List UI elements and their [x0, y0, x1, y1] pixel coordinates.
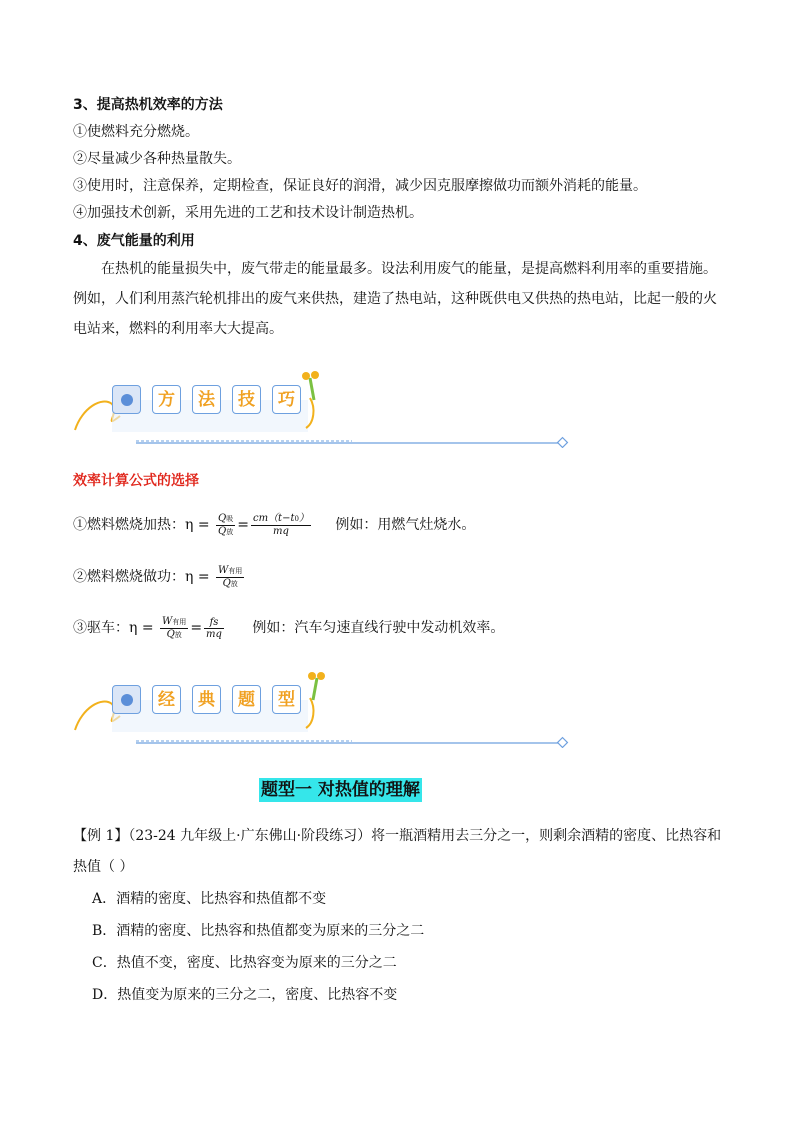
option-d: D．热值变为原来的三分之二，密度、比热容不变: [92, 987, 398, 1003]
example1-line1: 【例 1】（23-24 九年级上·广东佛山·阶段练习）将一瓶酒精用去三分之一，则剩余酒精的密度、比热容和: [73, 828, 722, 844]
formula-1-example: 例如：用燃气灶烧水。: [335, 517, 476, 533]
option-a: A．酒精的密度、比热容和热值都不变: [92, 891, 327, 907]
banner1-char-2: 法: [192, 385, 221, 414]
banner-decoration-icon: [72, 368, 572, 448]
banner2-char-4: 型: [272, 685, 301, 714]
banner2-char-2: 典: [192, 685, 221, 714]
banner-decoration-icon: [72, 668, 572, 748]
formula-3-fraction-b: $\frac{fs}{mq}$: [206, 616, 222, 640]
section3-item-3: ③使用时，注意保养，定期检查，保证良好的润滑，减少因克服摩擦做功而额外消耗的能量。: [73, 178, 647, 194]
formula-1-fraction-a: $\frac{\text{Q吸}}{\text{Q放}}$: [218, 512, 234, 537]
option-c: C．热值不变，密度、比热容变为原来的三分之二: [92, 955, 397, 971]
formula-1: ①燃料燃烧加热：η = $\frac{\text{Q吸}}{\text{Q放}}$ = $\frac{cm(t-t0)}{mq}$ 例如：用燃气灶烧水。: [73, 512, 476, 537]
example1-line2: 热值（ ）: [73, 859, 134, 875]
classic-banner: [72, 668, 572, 748]
type1-title: 题型一 对热值的理解: [261, 780, 420, 800]
method-banner: [72, 368, 572, 448]
banner2-char-3: 题: [232, 685, 261, 714]
banner1-char-3: 技: [232, 385, 261, 414]
section3-title: 3、提高热机效率的方法: [73, 97, 223, 113]
formula-3-label: ③驱车：η =: [73, 620, 154, 636]
formula-2: [73, 560, 246, 594]
formula-2-label: ②燃料燃烧做功：η =: [73, 569, 210, 585]
section3-item-1: ①使燃料充分燃烧。: [73, 124, 199, 140]
formula-3-example: 例如：汽车匀速直线行驶中发动机效率。: [252, 620, 505, 636]
formula-2-fraction: $\frac{\text{W有用}}{\text{Q放}}$: [218, 564, 243, 589]
banner-dot-icon: [112, 685, 141, 714]
section3-item-4: ④加强技术创新，采用先进的工艺和技术设计制造热机。: [73, 205, 423, 221]
formula-3: ③驱车：η = $\frac{\text{W有用}}{\text{Q放}}$ = $\frac{fs}{mq}$ 例如：汽车匀速直线行驶中发动机效率。: [73, 615, 505, 640]
section4-title: 4、废气能量的利用: [73, 233, 195, 249]
formula-1-fraction-b: $\frac{cm(t-t0)}{mq}$: [252, 513, 309, 537]
banner1-char-1: 方: [152, 385, 181, 414]
method-title: 效率计算公式的选择: [73, 473, 199, 489]
option-b: B．酒精的密度、比热容和热值都变为原来的三分之二: [92, 923, 425, 939]
banner1-char-4: 巧: [272, 385, 301, 414]
formula-1-label: ①燃料燃烧加热：η =: [73, 517, 210, 533]
formula-3-fraction-a: $\frac{\text{W有用}}{\text{Q放}}$: [162, 615, 187, 640]
section3-item-2: ②尽量减少各种热量散失。: [73, 151, 241, 167]
banner2-char-1: 经: [152, 685, 181, 714]
banner-dot-icon: [112, 385, 141, 414]
section4-paragraph: 在热机的能量损失中，废气带走的能量最多。设法利用废气的能量，是提高燃料利用率的重要措施。例如，人们利用蒸汽轮机排出的废气来供热，建造了热电站，这种既供电又供热的热电站，比起一般的火电站来，燃料的利用率大大提高。: [73, 261, 717, 337]
